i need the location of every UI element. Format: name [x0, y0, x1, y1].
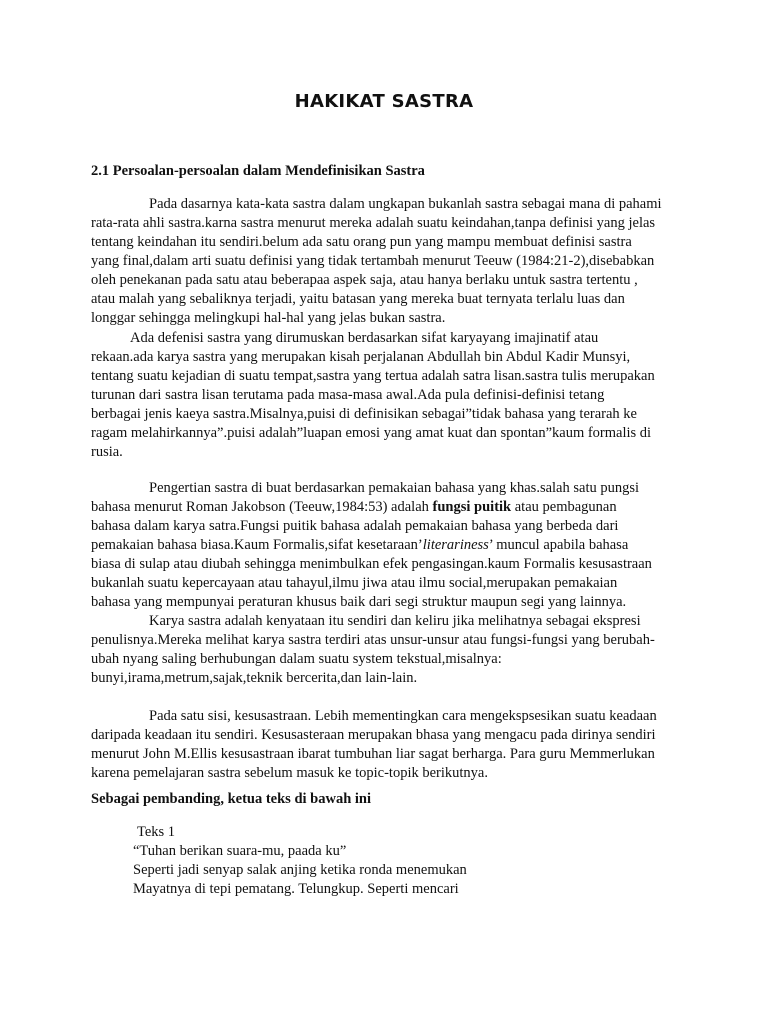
paragraph-line: ubah nyang saling berhubungan dalam suatu system tekstual,misalnya:: [91, 651, 502, 667]
paragraph-line: berbagai jenis kaeya sastra.Misalnya,puisi di definisikan sebagai”tidak bahasa yang terarah ke: [91, 406, 637, 422]
bold-term: fungsi puitik: [432, 499, 512, 515]
paragraph-line: Pada satu sisi, kesusastraan. Lebih mementingkan cara mengekspsesikan suatu keadaan: [149, 708, 657, 724]
paragraph-4: [91, 612, 691, 688]
paragraph-line: oleh penekanan pada satu atau beberapaa aspek saja, atau hanya berlaku untuk sastra tertentu ,: [91, 272, 638, 288]
paragraph-line: bahasa yang mempunyai peraturan khusus baik dari segi struktur maupun segi yang lainnya.: [91, 594, 627, 610]
paragraph-line: tentang keindahan itu sendiri.belum ada satu orang pun yang mampu membuat definisi sastra: [91, 234, 632, 250]
poem-line: Mayatnya di tepi pematang. Telungkup. Seperti mencari: [133, 881, 459, 897]
section-heading-text: 2.1 Persoalan-persoalan dalam Mendefinisikan Sastra: [91, 163, 425, 179]
paragraph-line: bahasa dalam karya satra.Fungsi puitik bahasa adalah pemakaian bahasa yang berbeda dari: [91, 518, 619, 534]
paragraph-line: rata-rata ahli sastra.karna sastra menurut mereka adalah suatu keindahan,tanpa definisi yang jelas: [91, 215, 656, 231]
paragraph-line: Pengertian sastra di buat berdasarkan pemakaian bahasa yang khas.salah satu pungsi: [149, 480, 640, 496]
poem-line: Seperti jadi senyap salak anjing ketika ronda menemukan: [133, 862, 467, 878]
paragraph-line: penulisnya.Mereka melihat karya sastra terdiri atas unsur-unsur atau fungsi-fungsi yang berubah-: [91, 632, 655, 648]
comparison-heading: [91, 790, 691, 809]
poem-block: [91, 823, 691, 899]
page-title: HAKIKAT SASTRA: [294, 91, 474, 112]
paragraph-line: [91, 498, 691, 517]
paragraph-line: Ada defenisi sastra yang dirumuskan berdasarkan sifat karyayang imajinatif atau: [130, 330, 599, 346]
line-text: bahasa menurut Roman Jakobson (Teeuw,1984:53) adalah: [91, 499, 433, 515]
paragraph-3: [91, 479, 691, 612]
line-text: atau pembagunan: [511, 499, 617, 515]
italic-term: literariness: [422, 537, 489, 553]
paragraph-2: [91, 329, 691, 462]
paragraph-line: karena pemelajaran sastra sebelum masuk ke topic-topik berikutnya.: [91, 765, 488, 781]
paragraph-line: Pada dasarnya kata-kata sastra dalam ungkapan bukanlah sastra sebagai mana di pahami: [149, 196, 662, 212]
line-text: ’ muncul apabila bahasa: [488, 537, 629, 553]
comparison-heading-text: Sebagai pembanding, ketua teks di bawah ini: [91, 791, 372, 807]
paragraph-5: [91, 707, 691, 783]
paragraph-line: yang final,dalam arti suatu definisi yang tidak tertambah menurut Teeuw (1984:21-2),disebabkan: [91, 253, 655, 269]
paragraph-line: menurut John M.Ellis kesusastraan ibarat tumbuhan liar sagat berharga. Para guru Memmerlukan: [91, 746, 655, 762]
poem-label: Teks 1: [137, 824, 176, 840]
paragraph-line: biasa di sulap atau diubah sehingga menimbulkan efek pengasingan.kaum Formalis kesusastraan: [91, 556, 652, 572]
paragraph-line: Karya sastra adalah kenyataan itu sendiri dan keliru jika melihatnya sebagai ekspresi: [149, 613, 641, 629]
paragraph-line: atau malah yang sebaliknya terjadi, yaitu batasan yang mereka buat ternyata terlalu luas dan: [91, 291, 625, 307]
paragraph-line: rusia.: [91, 444, 123, 460]
line-text: pemakaian bahasa biasa.Kaum Formalis,sifat kesetaraan’: [91, 537, 423, 553]
poem-line: “Tuhan berikan suara-mu, paada ku”: [133, 843, 347, 859]
paragraph-line: daripada keadaan itu sendiri. Kesusasteraan merupakan bhasa yang mengacu pada dirinya sendiri: [91, 727, 656, 743]
section-heading: [91, 162, 691, 181]
paragraph-line: [91, 536, 691, 555]
paragraph-line: longgar sehingga melingkupi hal-hal yang jelas bukan sastra.: [91, 310, 446, 326]
paragraph-line: bunyi,irama,metrum,sajak,teknik bercerita,dan lain-lain.: [91, 670, 418, 686]
paragraph-line: bukanlah suatu kepercayaan atau tahayul,ilmu jiwa atau ilmu social,merupakan pemakaian: [91, 575, 618, 591]
paragraph-1: [91, 195, 691, 328]
paragraph-line: turunan dari sastra lisan terutama pada masa-masa awal.Ada pula definisi-definisi tetang: [91, 387, 605, 403]
paragraph-line: tentang suatu kejadian di suatu tempat,sastra yang tertua adalah satra lisan.sastra tulis merupakan: [91, 368, 655, 384]
paragraph-line: rekaan.ada karya sastra yang merupakan kisah perjalanan Abdullah bin Abdul Kadir Munsyi,: [91, 349, 631, 365]
paragraph-line: ragam melahirkannya”.puisi adalah”luapan emosi yang amat kuat dan spontan”kaum formalis di: [91, 425, 652, 441]
